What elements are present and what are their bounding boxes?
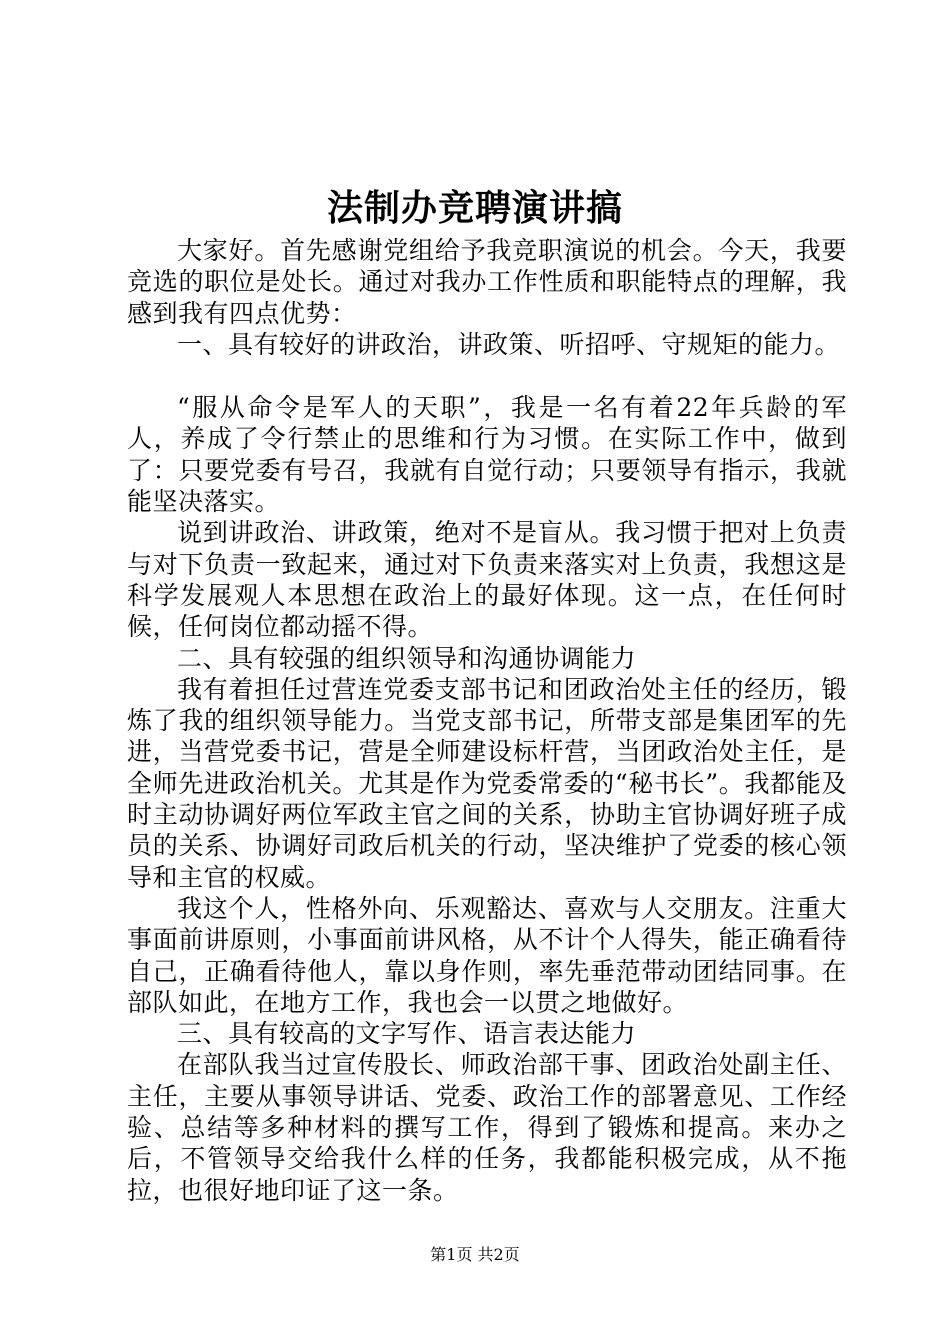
paragraph-military-service: “服从命令是军人的天职”，我是一名有着22年兵龄的军人，养成了令行禁止的思维和行为习惯。在实际工作中，做到了：只要党委有号召，我就有自觉行动；只要领导有指示，我就能坚决落实。: [127, 393, 847, 517]
paragraph-spacer: [127, 360, 847, 392]
paragraph-writing-experience: 在部队我当过宣传股长、师政治部干事、团政治处副主任、主任，主要从事领导讲话、党委、政治工作的部署意见、工作经验、总结等多种材料的撰写工作，得到了锻炼和提高。来办之后，不管领导交给我什么样的任务，我都能积极完成，从不拖拉，也很好地印证了这一条。: [127, 1050, 847, 1205]
paragraph-leadership-experience: 我有着担任过营连党委支部书记和团政治处主任的经历，锻炼了我的组织领导能力。当党支部书记，所带支部是集团军的先进，当营党委书记，营是全师建设标杆营，当团政治处主任，是全师先进政治机关。尤其是作为党委常委的“秘书长”。我都能及时主动协调好两位军政主官之间的关系，协助主官协调好班子成员的关系、协调好司政后机关的行动，坚决维护了党委的核心领导和主官的权威。: [127, 674, 847, 892]
paragraph-heading-3: 三、具有较高的文字写作、语言表达能力: [177, 1019, 637, 1049]
paragraph-politics: 说到讲政治、讲政策，绝对不是盲从。我习惯于把对上负责与对下负责一致起来，通过对下负责来落实对上负责，我想这是科学发展观人本思想在政治上的最好体现。这一点，在任何时候，任何岗位都动摇不得。: [127, 518, 847, 642]
document-title: 法制办竞聘演讲搞: [326, 187, 623, 229]
document-body: [127, 235, 847, 1206]
paragraph-heading-2: 二、具有较强的组织领导和沟通协调能力: [177, 643, 637, 673]
paragraph-intro: 大家好。首先感谢党组给予我竞职演说的机会。今天，我要竞选的职位是处长。通过对我办工作性质和职能特点的理解，我感到我有四点优势：: [127, 236, 847, 328]
page-footer: 第1页 共2页: [430, 1245, 520, 1264]
paragraph-personality: 我这个人，性格外向、乐观豁达、喜欢与人交朋友。注重大事面前讲原则，小事面前讲风格，从不计个人得失，能正确看待自己，正确看待他人，靠以身作则，率先垂范带动团结同事。在部队如此，在地方工作，我也会一以贯之地做好。: [127, 893, 847, 1017]
paragraph-heading-1: 一、具有较好的讲政治，讲政策、听招呼、守规矩的能力。: [177, 329, 841, 359]
